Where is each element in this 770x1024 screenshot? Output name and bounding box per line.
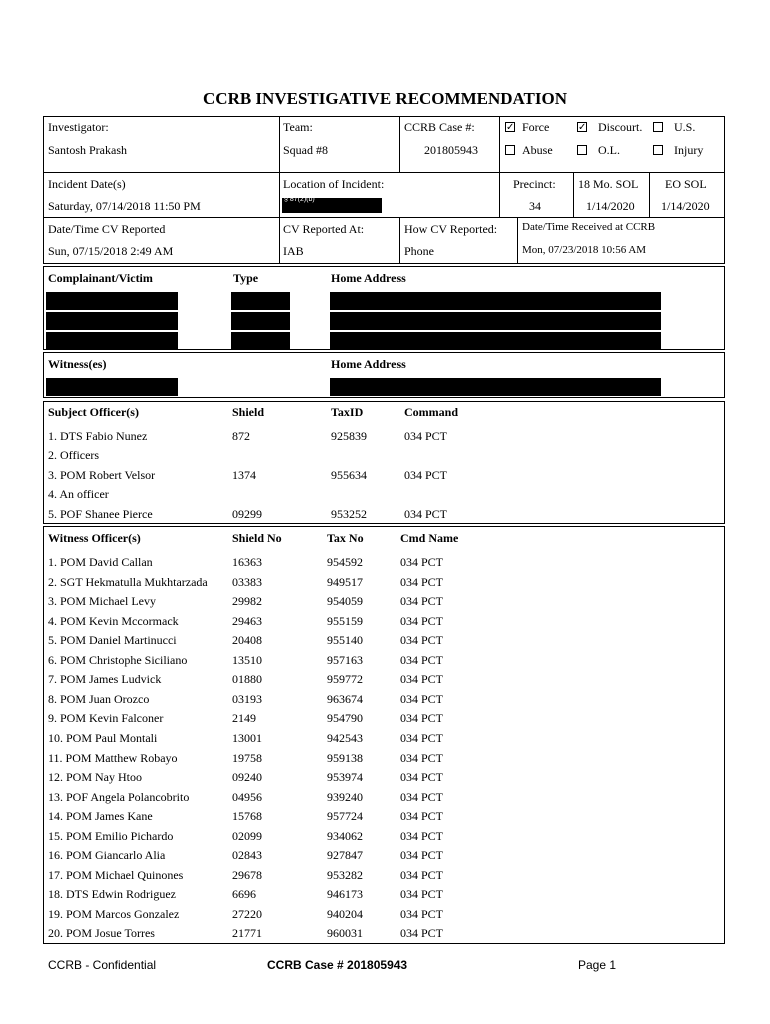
abuse-checkbox[interactable] (505, 145, 515, 155)
witness-officer-tax: 959138 (327, 750, 363, 765)
witness-officer-tax: 934062 (327, 828, 363, 843)
witness-officer-cmd: 034 PCT (400, 848, 444, 863)
complainant-header: Complainant/Victim (48, 271, 153, 285)
page-title: CCRB INVESTIGATIVE RECOMMENDATION (203, 89, 567, 108)
witness-cmd-header: Cmd Name (400, 531, 459, 545)
how-reported-value: Phone (404, 244, 434, 258)
witness-officer-shield: 03383 (232, 574, 262, 589)
incident-date-label: Incident Date(s) (48, 177, 126, 191)
witness-officer-name: 2. SGT Hekmatulla Mukhtarzada (48, 574, 208, 589)
witness-tax-header: Tax No (327, 531, 364, 545)
check-icon: ✓ (506, 122, 515, 133)
witness-officer-name: 12. POM Nay Htoo (48, 770, 143, 785)
reported-at-value: IAB (283, 244, 304, 258)
witness-officer-shield: 2149 (232, 711, 256, 726)
case-label: CCRB Case #: (404, 120, 475, 134)
force-checkbox[interactable] (505, 122, 515, 132)
witness-officer-shield: 27220 (232, 906, 262, 921)
witness-officer-header: Witness Officer(s) (48, 531, 141, 545)
witness-officer-shield: 02099 (232, 828, 262, 843)
witness-officer-tax: 954059 (327, 594, 363, 609)
how-reported-label: How CV Reported: (404, 222, 498, 236)
team-value: Squad #8 (283, 143, 328, 157)
witness-officer-shield: 13001 (232, 730, 262, 745)
redaction (231, 312, 290, 330)
injury-label: Injury (674, 143, 704, 157)
investigator-value: Santosh Prakash (48, 143, 127, 157)
witness-officer-tax: 957724 (327, 809, 363, 824)
witness-officer-cmd: 034 PCT (400, 652, 444, 667)
witness-officer-cmd: 034 PCT (400, 691, 444, 706)
reported-label: Date/Time CV Reported (48, 222, 166, 236)
witness-officer-cmd: 034 PCT (400, 867, 444, 882)
witness-officer-name: 13. POF Angela Polancobrito (48, 789, 190, 804)
subject-officer-header: Subject Officer(s) (48, 405, 139, 419)
precinct-value: 34 (529, 199, 541, 213)
footer-case-number: CCRB Case # 201805943 (267, 958, 408, 972)
witness-officer-tax: 946173 (327, 887, 363, 902)
sol18-value: 1/14/2020 (586, 199, 635, 213)
witness-officer-cmd: 034 PCT (400, 809, 444, 824)
witness-officer-cmd: 034 PCT (400, 555, 444, 569)
witness-officer-name: 11. POM Matthew Robayo (48, 750, 178, 765)
witness-officer-name: 6. POM Christophe Siciliano (48, 652, 188, 667)
witness-officer-name: 8. POM Juan Orozco (48, 691, 150, 706)
witness-officer-name: 4. POM Kevin Mccormack (48, 613, 179, 628)
subject-command-header: Command (404, 405, 459, 419)
reported-value: Sun, 07/15/2018 2:49 AM (48, 244, 174, 258)
check-icon: ✓ (578, 122, 587, 133)
redaction (330, 312, 661, 330)
witness-officer-shield: 02843 (232, 848, 262, 863)
witness-officer-cmd: 034 PCT (400, 613, 444, 628)
witness-officer-cmd: 034 PCT (400, 594, 444, 609)
officer-name: 2. Officers (48, 448, 100, 463)
injury-checkbox[interactable] (653, 145, 663, 155)
footer-page-number: Page 1 (578, 958, 617, 972)
witness-officer-tax: 949517 (327, 574, 363, 589)
location-redaction-code: § 87(2)(b) (284, 196, 315, 203)
witness-officer-tax: 940204 (327, 906, 363, 921)
officer-command: 034 PCT (404, 429, 448, 443)
witness-officer-cmd: 034 PCT (400, 770, 444, 785)
witness-officer-cmd: 034 PCT (400, 633, 444, 648)
force-label: Force (522, 120, 550, 134)
witness-officer-tax: 955140 (327, 633, 363, 648)
witness-officer-shield: 29678 (232, 867, 262, 882)
ol-label: O.L. (598, 143, 620, 157)
witness-officer-shield: 01880 (232, 672, 262, 687)
received-value: Mon, 07/23/2018 10:56 AM (522, 244, 647, 256)
witness-officer-shield: 20408 (232, 633, 262, 648)
witness-officer-tax: 963674 (327, 691, 363, 706)
witness-officer-name: 1. POM David Callan (48, 555, 153, 569)
officer-shield: 1374 (232, 467, 256, 482)
witness-officer-name: 3. POM Michael Levy (48, 594, 156, 609)
witness-officer-tax: 939240 (327, 789, 363, 804)
witness-officer-cmd: 034 PCT (400, 711, 444, 726)
discourtesy-label: Discourt. (598, 120, 643, 134)
witness-officer-cmd: 034 PCT (400, 750, 444, 765)
team-label: Team: (283, 120, 313, 134)
investigator-label: Investigator: (48, 120, 109, 134)
incident-date-value: Saturday, 07/14/2018 11:50 PM (48, 199, 201, 213)
witness-officer-shield: 6696 (232, 887, 256, 902)
witness-officer-name: 14. POM James Kane (48, 809, 153, 824)
redaction (231, 292, 290, 310)
witness-officer-cmd: 034 PCT (400, 906, 444, 921)
witness-officer-cmd: 034 PCT (400, 887, 444, 902)
witness-officer-name: 19. POM Marcos Gonzalez (48, 906, 180, 921)
subject-shield-header: Shield (232, 405, 265, 419)
witness-officer-tax: 953974 (327, 770, 363, 785)
witness-officer-tax: 927847 (327, 848, 363, 863)
abuse-label: Abuse (522, 143, 553, 157)
case-value: 201805943 (424, 143, 478, 157)
officer-name: 5. POF Shanee Pierce (48, 506, 153, 521)
witness-officer-cmd: 034 PCT (400, 672, 444, 687)
subject-taxid-header: TaxID (331, 405, 364, 419)
witness-officer-name: 20. POM Josue Torres (48, 926, 155, 941)
witness-officer-name: 15. POM Emilio Pichardo (48, 828, 174, 843)
witness-officer-name: 9. POM Kevin Falconer (48, 711, 164, 726)
witness-officer-shield: 04956 (232, 789, 262, 804)
witness-officer-tax: 959772 (327, 672, 363, 687)
witness-address-header: Home Address (331, 357, 406, 371)
witness-officer-cmd: 034 PCT (400, 574, 444, 589)
witness-officer-name: 7. POM James Ludvick (48, 672, 162, 687)
us-label: U.S. (674, 120, 696, 134)
officer-name: 4. An officer (48, 487, 109, 502)
redaction (330, 378, 661, 396)
officer-command: 034 PCT (404, 467, 448, 482)
witness-officer-shield: 15768 (232, 809, 262, 824)
officer-command: 034 PCT (404, 506, 448, 521)
witness-officer-cmd: 034 PCT (400, 730, 444, 745)
witness-officer-shield: 13510 (232, 652, 262, 667)
witness-officer-name: 16. POM Giancarlo Alia (48, 848, 166, 863)
precinct-label: Precinct: (513, 177, 556, 191)
complainant-address-header: Home Address (331, 271, 406, 285)
redaction (46, 292, 178, 310)
witness-officer-tax: 955159 (327, 613, 363, 628)
officer-taxid: 925839 (331, 429, 367, 443)
witness-officer-name: 18. DTS Edwin Rodriguez (48, 887, 176, 902)
location-label: Location of Incident: (283, 177, 385, 191)
officer-shield: 09299 (232, 506, 262, 521)
officer-taxid: 953252 (331, 506, 367, 521)
witness-officer-tax: 960031 (327, 926, 363, 941)
eosol-label: EO SOL (665, 177, 707, 191)
witness-officer-name: 10. POM Paul Montali (48, 730, 158, 745)
reported-at-label: CV Reported At: (283, 222, 365, 236)
complainant-type-header: Type (233, 271, 259, 285)
officer-shield: 872 (232, 429, 250, 443)
officer-taxid: 955634 (331, 467, 367, 482)
redaction (46, 332, 178, 349)
discourtesy-checkbox[interactable] (577, 122, 587, 132)
redaction (330, 292, 661, 310)
witness-officer-tax: 954592 (327, 555, 363, 569)
footer-confidential: CCRB - Confidential (48, 958, 157, 972)
witness-officer-shield: 29982 (232, 594, 262, 609)
received-label: Date/Time Received at CCRB (522, 221, 656, 233)
sol18-label: 18 Mo. SOL (578, 177, 639, 191)
eosol-value: 1/14/2020 (661, 199, 710, 213)
officer-name: 3. POM Robert Velsor (48, 467, 156, 482)
witness-officer-cmd: 034 PCT (400, 789, 444, 804)
redaction (46, 378, 178, 396)
witness-officer-shield: 19758 (232, 750, 262, 765)
witness-officer-shield: 29463 (232, 613, 262, 628)
redaction (330, 332, 661, 349)
witness-officer-name: 5. POM Daniel Martinucci (48, 633, 177, 648)
witness-officer-tax: 957163 (327, 652, 363, 667)
officer-name: 1. DTS Fabio Nunez (48, 429, 148, 443)
redaction (46, 312, 178, 330)
witness-officer-cmd: 034 PCT (400, 926, 444, 941)
witness-header: Witness(es) (48, 357, 107, 371)
witness-officer-shield: 09240 (232, 770, 262, 785)
ol-checkbox[interactable] (577, 145, 587, 155)
witness-shield-header: Shield No (232, 531, 282, 545)
redaction (231, 332, 290, 349)
witness-officer-tax: 954790 (327, 711, 363, 726)
witness-officer-shield: 03193 (232, 691, 262, 706)
witness-officer-tax: 953282 (327, 867, 363, 882)
witness-officer-shield: 21771 (232, 926, 262, 941)
witness-officer-name: 17. POM Michael Quinones (48, 867, 184, 882)
witness-officer-tax: 942543 (327, 730, 363, 745)
us-checkbox[interactable] (653, 122, 663, 132)
witness-officer-shield: 16363 (232, 555, 262, 569)
witness-officer-cmd: 034 PCT (400, 828, 444, 843)
subject-officer-section (43, 401, 725, 524)
